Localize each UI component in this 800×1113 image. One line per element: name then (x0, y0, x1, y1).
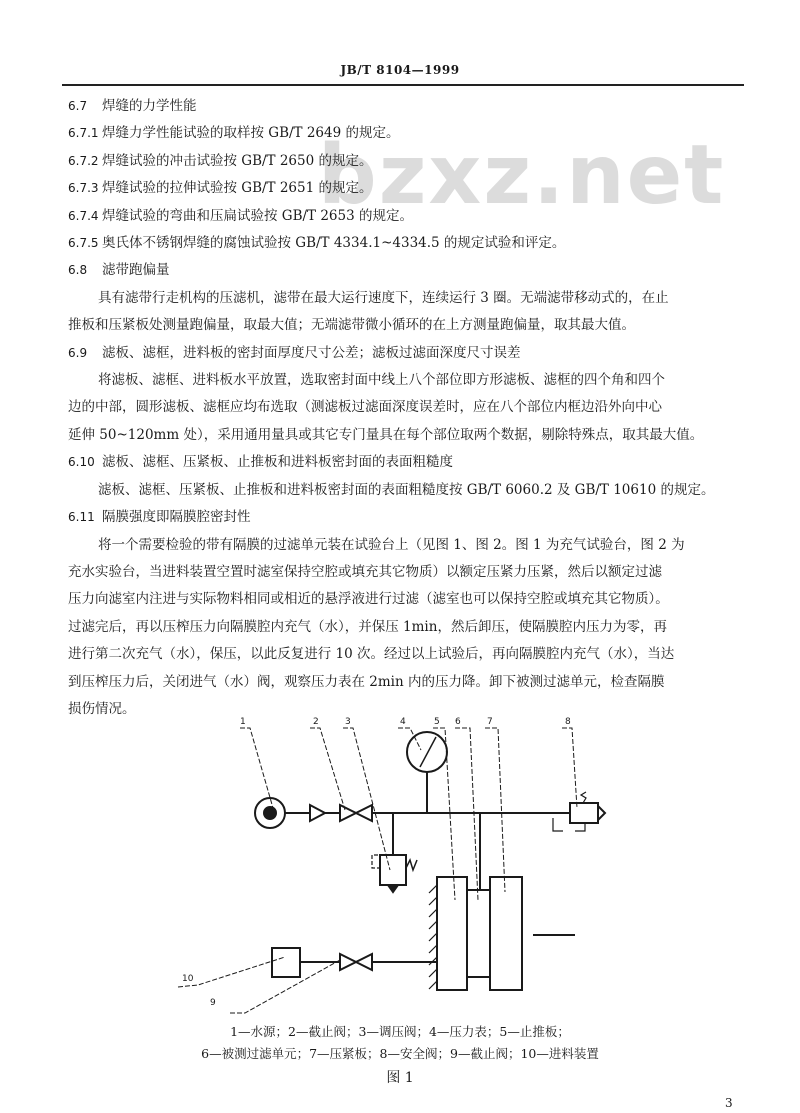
section-number: 6.7.1 (68, 126, 99, 141)
line-text: 奥氏体不锈钢焊缝的腐蚀试验按 GB/T 4334.1~4334.5 的规定试验和评定。 (102, 235, 566, 252)
line-text: 边的中部，圆形滤板、滤框应均布选取（测滤板过滤面深度误差时，应在八个部位内框边沿外向中心 (68, 399, 662, 416)
page-number: 3 (725, 1096, 733, 1110)
line-text: 隔膜强度即隔膜腔密封性 (102, 509, 251, 526)
line-text: 焊缝力学性能试验的取样按 GB/T 2649 的规定。 (102, 125, 400, 142)
figure-caption: 图 1 (386, 1070, 414, 1086)
line-text: 具有滤带行走机构的压滤机，滤带在最大运行速度下，连续运行 3 圈。无端滤带移动式的，在止 (98, 289, 669, 306)
label-3: 3 (345, 717, 351, 727)
line-text: 推板和压紧板处测量跑偏量，取最大值；无端滤带微小循环的在上方测量跑偏量，取其最大值。 (68, 317, 635, 334)
watermark: bzxz.net (318, 128, 726, 223)
safety-valve-symbol (553, 792, 605, 831)
line-text: 焊缝试验的拉伸试验按 GB/T 2651 的规定。 (102, 180, 373, 197)
line-text: 压力向滤室内注进与实际物料相同或相近的悬浮液进行过滤（滤室也可以保持空腔或填充其它物质）。 (68, 591, 669, 608)
section-number: 6.11 (68, 510, 95, 525)
pressure-regulator-symbol (372, 813, 417, 892)
line-text: 滤板、滤框，进料板的密封面厚度尺寸公差；滤板过滤面深度尺寸误差 (102, 344, 521, 361)
line-text: 将滤板、滤框、进料板水平放置，选取密封面中线上八个部位即方形滤板、滤框的四个角和四个 (98, 372, 665, 389)
shutoff-valve-9-symbol (340, 954, 372, 970)
shutoff-valve-2-symbol (340, 805, 372, 821)
feed-device-symbol (272, 948, 300, 977)
line-text: 焊缝的力学性能 (102, 98, 197, 114)
figure-legend-line-2: 6—被测过滤单元；7—压紧板；8—安全阀；9—截止阀；10—进料装置 (201, 1046, 599, 1061)
section-number: 6.9 (68, 345, 88, 360)
line-text: 滤板、滤框、压紧板、止推板和进料板密封面的表面粗糙度 (102, 454, 453, 471)
check-valve-symbol (310, 805, 325, 821)
section-number: 6.7.5 (68, 236, 99, 251)
line-text: 滤带跑偏量 (102, 262, 170, 279)
line-text: 焊缝试验的冲击试验按 GB/T 2650 的规定。 (102, 152, 373, 169)
figure-legend-line-1: 1—水源；2—截止阀；3—调压阀；4—压力表；5—止推板； (230, 1024, 570, 1039)
label-7: 7 (487, 717, 493, 727)
section-number: 6.10 (68, 455, 95, 470)
line-text: 将一个需要检验的带有隔膜的过滤单元装在试验台上（见图 1、图 2。图 1 为充气试验台，图 2 为 (98, 536, 685, 553)
section-number: 6.7.2 (68, 153, 99, 168)
document-header: JB/T 8104—1999 (340, 63, 460, 77)
line-text: 到压榨压力后，关闭进气（水）阀，观察压力表在 2min 内的压力降。卸下被测过滤单元，检查隔膜 (68, 673, 665, 690)
line-text: 过滤完后，再以压榨压力向隔膜腔内充气（水），并保压 1min，然后卸压，使隔膜腔内压力为零，再 (68, 618, 667, 635)
label-9: 9 (210, 998, 216, 1008)
section-number: 6.7 (68, 99, 88, 113)
label-1: 1 (240, 717, 246, 727)
line-text: 进行第二次充气（水），保压，以此反复进行 10 次。经过以上试验后，再向隔膜腔内充气（水），当达 (68, 646, 675, 663)
label-2: 2 (313, 717, 319, 727)
line-text: 滤板、滤框、压紧板、止推板和进料板密封面的表面粗糙度按 GB/T 6060.2 及 GB/T 10610 的规定。 (98, 481, 715, 498)
label-8: 8 (565, 717, 571, 727)
label-5: 5 (434, 717, 440, 727)
line-text: 充水实验台，当进料装置空置时滤室保持空腔或填充其它物质）以额定压紧力压紧，然后以额定过滤 (68, 563, 662, 580)
pressure-gauge-symbol (407, 732, 447, 813)
section-number: 6.7.4 (68, 208, 99, 223)
line-text: 焊缝试验的弯曲和压扁试验按 GB/T 2653 的规定。 (102, 207, 413, 224)
label-4: 4 (400, 717, 406, 727)
section-number: 6.7.3 (68, 181, 99, 196)
line-text: 损伤情况。 (68, 700, 136, 717)
line-text: 延伸 50~120mm 处），采用通用量具或其它专门量具在每个部位取两个数据，剔除特殊点，取其最大值。 (68, 426, 704, 443)
label-6: 6 (455, 717, 461, 727)
label-10: 10 (182, 974, 194, 984)
section-number: 6.8 (68, 263, 88, 278)
